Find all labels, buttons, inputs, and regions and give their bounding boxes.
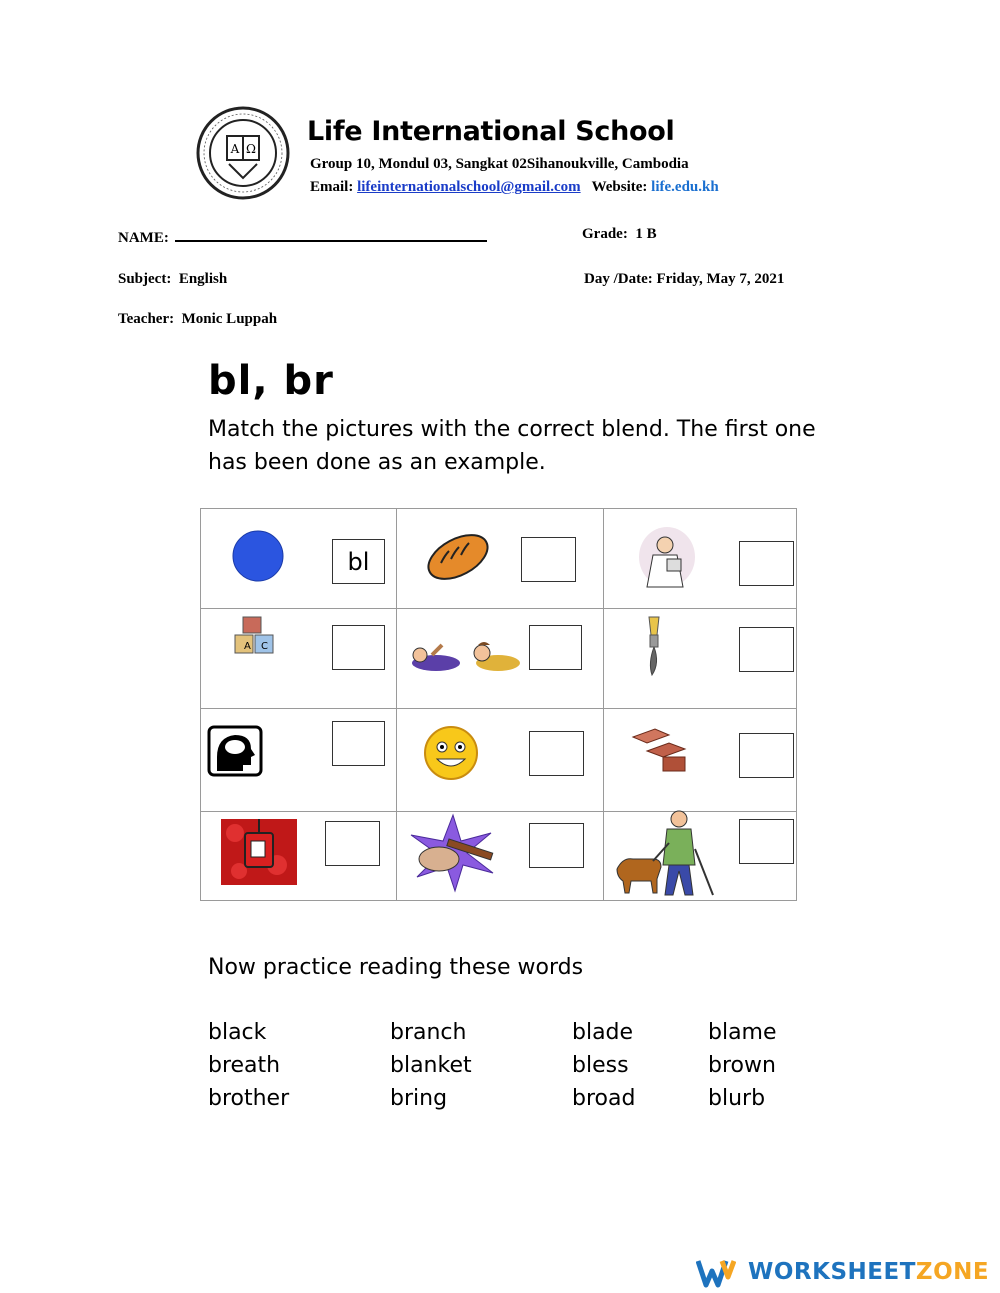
blind-man-guide-dog-picture bbox=[609, 809, 719, 901]
website-link[interactable]: life.edu.kh bbox=[651, 179, 719, 195]
bulldog-bite-picture bbox=[403, 813, 503, 897]
email-label: Email: bbox=[310, 179, 354, 195]
answer-box-6[interactable] bbox=[739, 627, 794, 672]
answer-box-12[interactable] bbox=[739, 819, 794, 864]
blue-circle-picture bbox=[231, 529, 285, 587]
worksheet-title: bl, br bbox=[208, 358, 334, 404]
grade-value: 1 B bbox=[635, 226, 657, 242]
word: black bbox=[208, 1020, 267, 1045]
answer-box-8[interactable] bbox=[529, 731, 584, 776]
svg-text:Ω: Ω bbox=[246, 142, 256, 156]
worksheetzone-brand: WORKSHEET bbox=[748, 1259, 916, 1285]
answer-box-1[interactable]: bl bbox=[332, 539, 385, 584]
name-field bbox=[118, 226, 487, 247]
brain-picture bbox=[207, 725, 263, 781]
answer-box-5[interactable] bbox=[529, 625, 582, 670]
answer-box-2[interactable] bbox=[521, 537, 576, 582]
word: branch bbox=[390, 1020, 467, 1045]
answer-box-3[interactable] bbox=[739, 541, 794, 586]
answer-box-4[interactable] bbox=[332, 625, 385, 670]
word: broad bbox=[572, 1086, 636, 1111]
school-address: Group 10, Mondul 03, Sangkat 02Sihanoukville, Cambodia bbox=[310, 156, 689, 172]
brush-picture bbox=[639, 613, 669, 683]
answer-box-11[interactable] bbox=[529, 823, 584, 868]
worksheetzone-brand-suffix: ZONE bbox=[915, 1259, 990, 1285]
bread-picture bbox=[423, 527, 493, 587]
date-value: Friday, May 7, 2021 bbox=[656, 271, 785, 287]
blood-bag-picture bbox=[219, 813, 299, 891]
word: blade bbox=[572, 1020, 634, 1045]
answer-box-10[interactable] bbox=[325, 821, 380, 866]
word: brown bbox=[708, 1053, 776, 1078]
crawling-kids-picture bbox=[406, 625, 530, 681]
word: bring bbox=[390, 1086, 448, 1111]
word: bless bbox=[572, 1053, 629, 1078]
bricks-picture bbox=[629, 723, 691, 779]
grade-label: Grade: bbox=[582, 226, 628, 242]
email-link[interactable]: lifeinternationalschool@gmail.com bbox=[357, 179, 581, 195]
contact-line bbox=[310, 179, 719, 196]
answer-box-9[interactable] bbox=[739, 733, 794, 778]
word: blurb bbox=[708, 1086, 766, 1111]
subject-value: English bbox=[178, 271, 228, 287]
blocks-picture bbox=[231, 613, 283, 669]
practice-title: Now practice reading these words bbox=[208, 955, 584, 980]
date-field bbox=[584, 271, 784, 288]
subject-field bbox=[118, 271, 227, 288]
website-label: Website: bbox=[591, 179, 648, 195]
svg-text:C: C bbox=[261, 641, 268, 652]
name-blank-line[interactable] bbox=[175, 226, 487, 242]
school-name: Life International School bbox=[307, 116, 675, 147]
word: brother bbox=[208, 1086, 290, 1111]
matching-grid bbox=[200, 508, 797, 901]
worksheetzone-w-icon bbox=[696, 1257, 736, 1289]
teacher-value: Monic Luppah bbox=[181, 311, 278, 327]
smiley-face-picture bbox=[421, 721, 481, 785]
bride-picture bbox=[633, 525, 699, 599]
answer-box-7[interactable] bbox=[332, 721, 385, 766]
worksheet-instructions: Match the pictures with the correct blend. The first one has been done as an example. bbox=[208, 417, 816, 475]
date-label: Day /Date: bbox=[584, 271, 653, 287]
teacher-label: Teacher: bbox=[118, 311, 175, 327]
word: blanket bbox=[390, 1053, 472, 1078]
grade-field bbox=[582, 226, 657, 243]
worksheetzone-logo bbox=[696, 1257, 996, 1289]
word: breath bbox=[208, 1053, 281, 1078]
subject-label: Subject: bbox=[118, 271, 172, 287]
svg-text:A: A bbox=[230, 142, 240, 156]
school-logo bbox=[196, 106, 290, 200]
teacher-field bbox=[118, 311, 277, 328]
word: blame bbox=[708, 1020, 777, 1045]
name-label: NAME: bbox=[118, 230, 169, 246]
svg-text:A: A bbox=[244, 641, 251, 652]
